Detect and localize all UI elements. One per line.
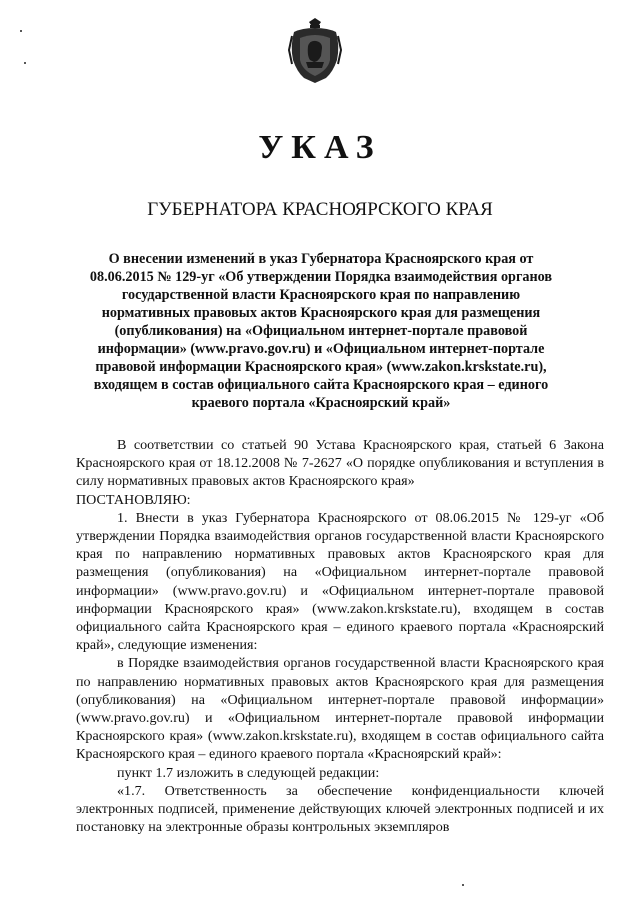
document-body — [76, 436, 604, 836]
body-paragraph: в Порядке взаимодействия органов государственной власти Красноярского края по направлению нормативных правовых актов Красноярского края для размещения (опубликования) на «Официальном интернет-портале правовой информации» (www.pravo.gov.ru) и «Официальном интернет-портале правовой информации Красноярского края» (www.zakon.krskstate.ru), входящем в состав официального сайта Красноярского края – единого краевого портала «Красноярский край»: — [76, 655, 604, 763]
body-paragraph: В соответствии со статьей 90 Устава Красноярского края, статьей 6 Закона Красноярского края от 18.12.2008 № 7-2627 «О порядке опубликования и вступления в силу нормативных правовых актов Красноярского края» — [76, 437, 604, 490]
body-paragraph: ПОСТАНОВЛЯЮ: — [76, 491, 191, 508]
body-paragraph: пункт 1.7 изложить в следующей редакции: — [117, 764, 380, 781]
body-paragraph: «1.7. Ответственность за обеспечение конфиденциальности ключей электронных подписей, применение действующих ключей электронных подписей и их постановку на электронные образы контрольных экземпляров — [76, 782, 604, 836]
body-paragraph: 1. Внести в указ Губернатора Красноярского от 08.06.2015 № 129-уг «Об утверждении Порядка взаимодействия органов государственной власти Красноярского края по направлению нормативных правовых актов Красноярского края для размещения (опубликования) на «Официальном интернет-портале правовой информации» (www.pravo.gov.ru) и «Официальном интернет-портале правовой информации Красноярского края» (www.zakon.krskstate.ru), входящем в состав официального сайта Красноярского края – единого краевого портала «Красноярский край», следующие изменения: — [76, 509, 604, 654]
decree-heading: О внесении изменений в указ Губернатора Красноярского края от 08.06.2015 № 129-уг «Об утверждении Порядка взаимодействия органов государственной власти Красноярского края по направлению нормативных правовых актов Красноярского края для размещения (опубликования) на «Официальном интернет-портале правовой информации» (www.pravo.gov.ru) и «Официальном интернет-портале правовой информации Красноярского края» (www.zakon.krskstate.ru), входящем в состав официального сайта Красноярского края – единого краевого портала «Красноярский край» — [89, 251, 553, 411]
scan-speck — [20, 30, 22, 32]
document-title: УКАЗ — [258, 129, 382, 166]
scan-speck — [24, 62, 26, 64]
scan-speck — [462, 884, 464, 886]
document-subtitle: ГУБЕРНАТОРА КРАСНОЯРСКОГО КРАЯ — [147, 199, 493, 220]
coat-of-arms-emblem — [288, 16, 342, 86]
